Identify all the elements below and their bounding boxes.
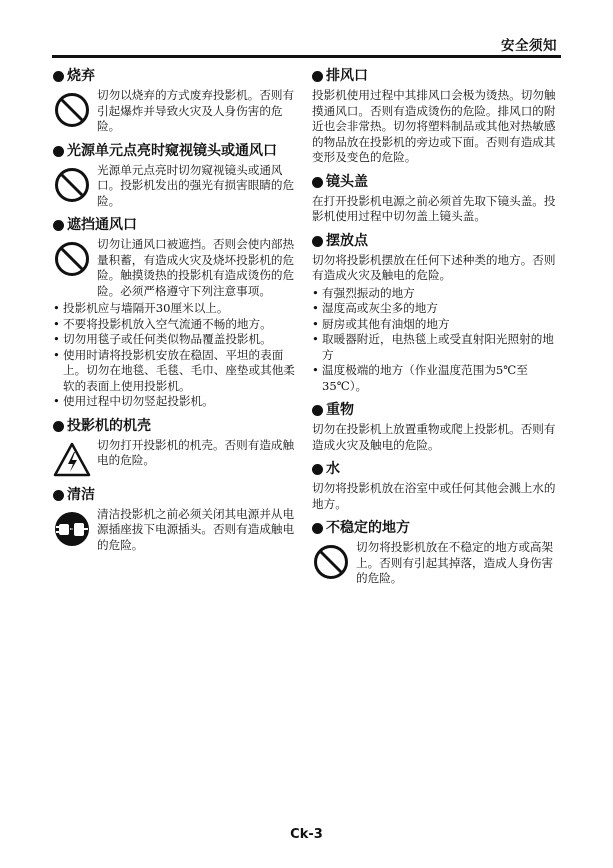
section-heading xyxy=(312,174,562,191)
bullet-dot-icon xyxy=(53,490,64,501)
section-water xyxy=(312,461,562,512)
section-title: 光源单元点亮时窥视镜头或通风口 xyxy=(67,142,277,159)
section-text: 切勿将投影机放在浴室中或任何其他会溅上水的地方。 xyxy=(312,481,556,511)
prohibition-icon xyxy=(53,240,91,278)
section-heading xyxy=(53,68,297,85)
list-item: • 厨房或其他有油烟的地方 xyxy=(312,317,562,333)
section-title: 投影机的机壳 xyxy=(67,417,151,434)
section-text: 光源单元点亮时切勿窥视镜头或通风口。投影机发出的强光有损害眼睛的危险。 xyxy=(97,162,295,208)
bullet-dot-icon xyxy=(312,177,323,188)
section-title: 排风口 xyxy=(326,68,368,84)
section-text: 切勿打开投影机的机壳。否则有造成触电的危险。 xyxy=(97,437,295,467)
section-heading xyxy=(53,418,297,435)
bullet-list xyxy=(53,301,297,410)
header-title: 安全须知 xyxy=(501,38,557,54)
section-placement xyxy=(312,233,562,395)
section-heading xyxy=(312,233,562,250)
section-text: 清洁投影机之前必须关闭其电源并从电源插座拔下电源插头。否则有造成触电的危险。 xyxy=(97,506,295,552)
electric-shock-warning-icon xyxy=(53,441,91,479)
section-title: 镜头盖 xyxy=(326,173,368,190)
list-item: • 有强烈振动的地方 xyxy=(312,286,562,302)
section-heavy xyxy=(312,402,562,453)
section-text: 切勿将投影机放在不稳定的地方或高架上。否则有引起其掉落，造成人身伤害的危险。 xyxy=(356,540,554,585)
section-block-vent xyxy=(53,217,297,410)
bullet-dot-icon xyxy=(312,405,323,416)
section-title: 遮挡通风口 xyxy=(67,217,137,233)
section-burn xyxy=(53,68,297,135)
unplug-icon xyxy=(53,510,91,548)
section-title: 水 xyxy=(326,461,340,477)
section-text: 切勿在投影机上放置重物或爬上投影机。否则有造成火灾及触电的危险。 xyxy=(312,422,556,452)
bullet-dot-icon xyxy=(312,236,323,247)
bullet-dot-icon xyxy=(312,71,323,82)
bullet-dot-icon xyxy=(312,464,323,475)
section-text: 切勿让通风口被遮挡。否则会使内部热量积蓄，有造成火灾及烧坏投影机的危险。触摸烫热的投影机有造成烫伤的危险。必须严格遵守下列注意事项。 xyxy=(97,237,295,298)
section-heading xyxy=(312,520,562,537)
bullet-dot-icon xyxy=(53,71,64,82)
prohibition-icon xyxy=(312,543,350,581)
list-item: • 切勿用毯子或任何类似物品覆盖投影机。 xyxy=(53,332,297,348)
section-text: 切勿以烧弃的方式废弃投影机。否则有引起爆炸并导致火灾及人身伤害的危险。 xyxy=(97,88,295,133)
section-title: 清洁 xyxy=(67,486,95,503)
list-item: • 使用时请将投影机安放在稳固、平坦的表面上。切勿在地毯、毛毯、毛巾、座垫或其他柔软的表面上使用投影机。 xyxy=(53,348,297,395)
prohibition-icon xyxy=(53,91,91,129)
section-title: 烧弃 xyxy=(67,68,95,84)
list-item: • 取暖器附近，电热毯上或受直射阳光照射的地方 xyxy=(312,332,562,363)
header-rule xyxy=(52,55,561,58)
section-heading xyxy=(312,461,562,478)
list-item: • 湿度高或灰尘多的地方 xyxy=(312,301,562,317)
section-text: 在打开投影机电源之前必须首先取下镜头盖。投影机使用过程中切勿盖上镜头盖。 xyxy=(312,193,556,223)
section-text: 投影机使用过程中其排风口会极为烫热。切勿触摸通风口。否则有造成烫伤的危险。排风口的附近也会非常热。切勿将塑料制品或其他对热敏感的物品放在投影机的旁边或下面。否则有造成其变形及变色的危险。 xyxy=(312,88,556,164)
left-column xyxy=(53,68,297,561)
section-heading xyxy=(312,68,562,85)
bullet-dot-icon xyxy=(53,146,64,157)
list-item: • 使用过程中切勿竖起投影机。 xyxy=(53,394,297,410)
prohibition-icon xyxy=(53,166,91,204)
section-lamp xyxy=(53,143,297,210)
section-exhaust xyxy=(312,68,562,166)
section-title: 重物 xyxy=(326,402,354,418)
right-column xyxy=(312,68,562,595)
bullet-dot-icon xyxy=(312,523,323,534)
page-number: Ck-3 xyxy=(290,827,323,842)
section-text: 切勿将投影机摆放在任何下述种类的地方。否则有造成火灾及触电的危险。 xyxy=(312,252,556,282)
list-item: • 投影机应与墙隔开30厘米以上。 xyxy=(53,301,297,317)
section-lens-cap xyxy=(312,174,562,225)
bullet-list xyxy=(312,286,562,395)
section-clean xyxy=(53,487,297,554)
list-item: • 不要将投影机放入空气流通不畅的地方。 xyxy=(53,317,297,333)
bullet-dot-icon xyxy=(53,421,64,432)
section-cabinet xyxy=(53,418,297,479)
section-unstable xyxy=(312,520,562,587)
list-item: • 温度极端的地方（作业温度范围为5℃至35℃）。 xyxy=(312,363,562,394)
section-heading xyxy=(312,402,562,419)
section-heading xyxy=(53,143,297,160)
section-heading xyxy=(53,217,297,234)
section-heading xyxy=(53,487,297,504)
section-title: 不稳定的地方 xyxy=(326,520,410,536)
section-title: 摆放点 xyxy=(326,232,368,249)
bullet-dot-icon xyxy=(53,220,64,231)
